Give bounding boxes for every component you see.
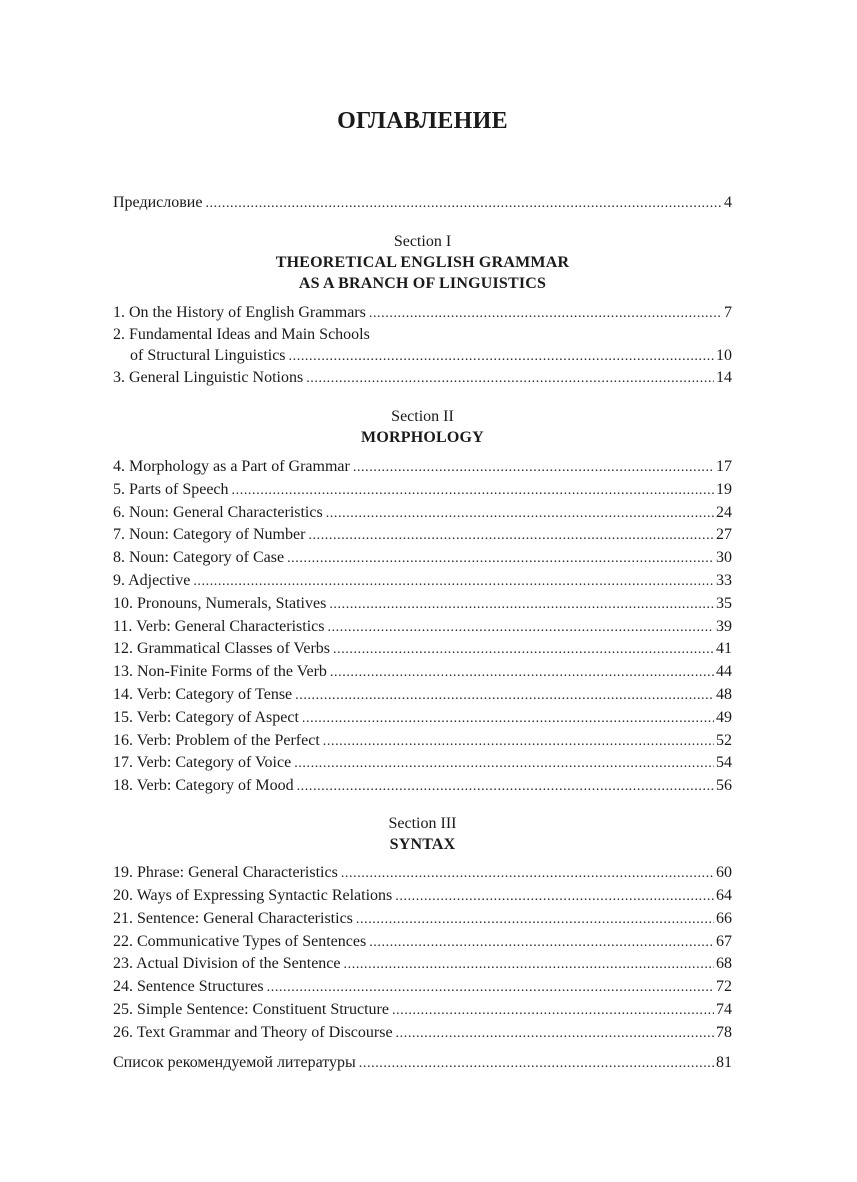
dot-leader <box>205 193 722 215</box>
toc-entry-label: 9. Adjective <box>113 572 191 589</box>
toc-page-number: 52 <box>716 731 732 749</box>
toc-entry-label: 14. Verb: Category of Tense <box>113 686 293 703</box>
dot-leader <box>392 1000 714 1022</box>
toc-entry[interactable] <box>113 953 732 976</box>
toc-page-number: 10 <box>716 347 732 364</box>
toc-page-number: 4 <box>724 194 732 211</box>
toc-entry-label: 7. Noun: Category of Number <box>113 526 306 544</box>
toc-entry-label: 19. Phrase: General Characteristics <box>113 864 338 881</box>
dot-leader <box>344 954 714 976</box>
toc-page-number: 78 <box>716 1023 732 1041</box>
dot-leader <box>323 731 714 753</box>
toc-entry[interactable] <box>113 1022 732 1045</box>
toc-entry-label: 12. Grammatical Classes of Verbs <box>113 640 330 658</box>
toc-entry-label: 10. Pronouns, Numerals, Statives <box>113 594 327 612</box>
section-1-number: Section I <box>393 233 452 250</box>
toc-page-number: 17 <box>716 458 732 475</box>
toc-entry[interactable] <box>113 908 732 931</box>
toc-page-number: 41 <box>716 640 732 658</box>
toc-entry-label: 18. Verb: Category of Mood <box>113 777 294 795</box>
toc-page-number: 24 <box>716 503 732 521</box>
toc-entry-label: 16. Verb: Problem of the Perfect <box>113 731 320 749</box>
toc-entry[interactable] <box>113 345 732 368</box>
toc-entry-label: 22. Communicative Types of Sentences <box>113 932 367 950</box>
toc-entry[interactable] <box>113 661 732 684</box>
section-3-title: SYNTAX <box>389 836 456 853</box>
section-1-title-line-2: AS A BRANCH OF LINGUISTICS <box>298 275 547 292</box>
toc-page-number: 35 <box>716 594 732 612</box>
dot-leader <box>267 977 714 999</box>
dot-leader <box>359 1053 714 1075</box>
toc-page-number: 68 <box>716 955 732 973</box>
toc-entry-label: 24. Sentence Structures <box>113 978 264 996</box>
dot-leader <box>395 886 714 908</box>
toc-entry[interactable] <box>113 638 732 661</box>
toc-entry[interactable] <box>113 302 732 325</box>
toc-entry[interactable] <box>113 752 732 775</box>
page-title: ОГЛАВЛЕНИЕ <box>337 108 508 134</box>
toc-page-number: 56 <box>716 777 732 795</box>
dot-leader <box>306 368 714 390</box>
toc-entry-label: 8. Noun: Category of Case <box>113 549 285 567</box>
toc-page-number: 33 <box>716 572 732 589</box>
toc-entry-label: 1. On the History of English Grammars <box>113 304 366 321</box>
toc-page-number: 48 <box>716 686 732 703</box>
toc-entry[interactable] <box>113 999 732 1022</box>
dot-leader <box>294 753 714 775</box>
dot-leader <box>326 503 714 525</box>
toc-entry-label: 17. Verb: Category of Voice <box>113 754 292 772</box>
toc-entry-label: 15. Verb: Category of Aspect <box>113 708 299 726</box>
toc-entry[interactable] <box>113 570 732 593</box>
toc-entry[interactable] <box>113 593 732 616</box>
toc-page-number: 74 <box>716 1001 732 1018</box>
toc-entry[interactable] <box>113 367 732 390</box>
toc-entry-label: 13. Non-Finite Forms of the Verb <box>113 663 327 681</box>
dot-leader <box>369 303 722 325</box>
dot-leader <box>302 708 714 730</box>
toc-page-number: 7 <box>724 304 732 321</box>
toc-entry[interactable] <box>113 862 732 885</box>
section-1-title-line-1: THEORETICAL ENGLISH GRAMMAR <box>275 254 570 271</box>
toc-entry[interactable] <box>113 547 732 570</box>
toc-entry-label: 20. Ways of Expressing Syntactic Relations <box>113 887 393 904</box>
toc-page-number: 54 <box>716 754 732 772</box>
dot-leader <box>353 457 714 479</box>
toc-page-number: 72 <box>716 978 732 996</box>
toc-entry-label: 11. Verb: General Characteristics <box>113 617 325 635</box>
toc-entry[interactable] <box>113 885 732 908</box>
toc-page-number: 64 <box>716 887 732 904</box>
toc-entry-label: 21. Sentence: General Characteristics <box>113 909 353 927</box>
toc-entry[interactable] <box>113 684 732 707</box>
toc-page-number: 49 <box>716 708 732 726</box>
toc-page-number: 27 <box>716 526 732 544</box>
toc-entry-label: Список рекомендуемой литературы <box>113 1054 356 1071</box>
toc-entry[interactable] <box>113 502 732 525</box>
toc-entry-preface[interactable] <box>113 192 732 215</box>
toc-page-number: 81 <box>716 1054 732 1071</box>
toc-entry[interactable] <box>113 479 732 502</box>
toc-entry-label: 26. Text Grammar and Theory of Discourse <box>113 1023 393 1041</box>
toc-entry-label: 3. General Linguistic Notions <box>113 369 304 386</box>
toc-entry-label: Предисловие <box>113 194 203 211</box>
section-2-number: Section II <box>391 408 454 425</box>
dot-leader <box>356 909 714 931</box>
dot-leader <box>232 480 714 502</box>
toc-page-number: 14 <box>716 369 732 386</box>
toc-entry[interactable] <box>113 730 732 753</box>
dot-leader <box>369 932 714 954</box>
toc-entry-references[interactable] <box>113 1052 732 1075</box>
dot-leader <box>193 571 714 593</box>
toc-page-number: 44 <box>716 663 732 681</box>
dot-leader <box>329 594 714 616</box>
toc-entry-label-line-1[interactable]: 2. Fundamental Ideas and Main Schools <box>113 326 370 343</box>
toc-page-number: 66 <box>716 909 732 927</box>
toc-page-number: 19 <box>716 480 732 498</box>
toc-entry[interactable] <box>113 707 732 730</box>
toc-page-number: 39 <box>716 617 732 635</box>
toc-entry[interactable] <box>113 616 732 639</box>
dot-leader <box>289 346 714 368</box>
dot-leader <box>295 685 714 707</box>
toc-entry[interactable] <box>113 524 732 547</box>
dot-leader <box>330 662 714 684</box>
toc-page-number: 30 <box>716 549 732 567</box>
toc-entry-label: 6. Noun: General Characteristics <box>113 503 323 521</box>
toc-entry-label: of Structural Linguistics <box>130 347 286 364</box>
toc-entry-label: 5. Parts of Speech <box>113 480 229 498</box>
toc-entry[interactable] <box>113 775 732 798</box>
dot-leader <box>341 863 714 885</box>
section-3-number: Section III <box>388 815 457 832</box>
dot-leader <box>297 776 714 798</box>
toc-page-number: 67 <box>716 932 732 950</box>
dot-leader <box>308 525 714 547</box>
dot-leader <box>287 548 714 570</box>
toc-entry[interactable] <box>113 976 732 999</box>
toc-entry[interactable] <box>113 456 732 479</box>
toc-page-number: 60 <box>716 864 732 881</box>
dot-leader <box>327 617 714 639</box>
toc-entry-label: 23. Actual Division of the Sentence <box>113 955 341 973</box>
toc-entry-label: 4. Morphology as a Part of Grammar <box>113 458 350 475</box>
dot-leader <box>333 639 714 661</box>
toc-entry[interactable] <box>113 931 732 954</box>
toc-entry-label: 25. Simple Sentence: Constituent Structure <box>113 1001 389 1018</box>
dot-leader <box>396 1023 714 1045</box>
section-2-title: MORPHOLOGY <box>361 429 484 446</box>
